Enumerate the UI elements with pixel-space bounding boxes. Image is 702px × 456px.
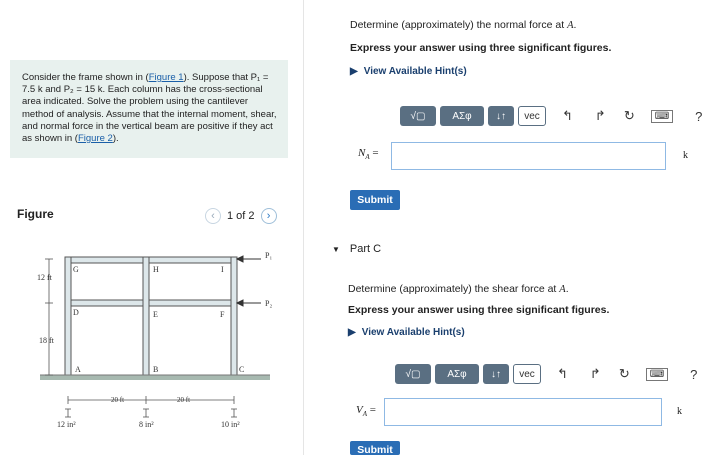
part-b-var-sub: A [365,153,370,162]
label-p1: P₁ [265,251,273,260]
help-button[interactable]: ? [690,366,698,382]
figure-pager [205,208,277,224]
part-c-header[interactable] [332,243,381,255]
part-b-answer-label: $N_A$ = [358,147,379,162]
part-b-submit-button[interactable]: Submit [350,190,400,210]
figure-label: Figure [17,207,54,221]
label-e: E [153,310,158,319]
figure2-link[interactable]: Figure 2 [77,133,113,145]
arrows-button[interactable]: ↓↑ [483,364,509,384]
caret-right-icon: ▶ [350,66,358,77]
dim-20ft-2: 20 ft [177,396,191,404]
part-b-question-text: Determine (approximately) the normal force at [350,19,568,31]
part-c-question-suffix: . [565,283,569,295]
shear-force-input[interactable] [384,398,662,426]
label-b: B [153,365,159,374]
undo-icon[interactable]: ↰ [557,366,568,381]
part-c-question [348,283,569,295]
part-c-var: V [356,404,363,416]
part-c-hint-label: View Available Hint(s) [361,327,465,338]
undo-icon[interactable]: ↰ [562,108,573,123]
part-b-hint-toggle[interactable] [350,66,467,77]
help-button[interactable]: ? [695,108,702,124]
problem-statement [10,60,288,158]
redo-icon[interactable]: ↱ [594,108,606,123]
label-p2: P₂ [265,299,273,308]
part-b-instruction: Express your answer using three significant figures. [350,42,612,54]
chevron-left-icon[interactable]: ‹ [205,208,221,224]
part-c-hint-toggle[interactable] [348,327,465,338]
greek-button[interactable]: ΑΣφ [435,364,479,384]
vec-button[interactable]: vec [518,106,546,126]
part-b-question-suffix: . [573,19,577,31]
sqrt-template-button[interactable]: √▢ [400,106,436,126]
reset-icon[interactable]: ↻ [618,366,630,381]
part-b-question-var: A [567,20,574,31]
panel-divider [303,0,304,455]
arrows-button[interactable]: ↓↑ [488,106,514,126]
part-b-question [350,19,576,31]
caret-down-icon: ▼ [332,244,340,254]
part-c-question-text: Determine (approximately) the shear force at [348,283,560,295]
label-d: D [73,308,79,317]
frame-figure [25,245,285,450]
part-c-title: Part C [349,243,382,255]
area-10in2: 10 in² [221,420,240,429]
area-8in2: 8 in² [139,420,154,429]
label-a: A [75,365,81,374]
problem-text: Consider the frame shown in ( [22,72,149,83]
keyboard-icon[interactable]: ⌨ [646,368,668,381]
dim-18ft: 18 ft [39,336,54,345]
part-c-math-toolbar [395,364,697,384]
label-g: G [73,265,79,274]
caret-right-icon: ▶ [348,327,356,338]
redo-icon[interactable]: ↱ [589,366,601,381]
problem-text-2: ). Suppose that P₁ = 7.5 k and P₂ = 15 k. Each column has the cross-sectional area indicated. Solve the problem using the cantilever method of analysis. Assume that the internal moment, shear, and normal force in the vertical beam are positive if they act as shown in ( [22,72,277,145]
part-c-instruction: Express your answer using three significant figures. [348,304,610,316]
vec-button[interactable]: vec [513,364,541,384]
part-c-var-sub: A [362,410,368,419]
problem-text-end: ). [112,133,119,145]
label-c: C [239,365,245,374]
label-f: F [220,310,225,319]
part-b-hint-label: View Available Hint(s) [363,66,467,77]
area-12in2: 12 in² [57,420,76,429]
keyboard-icon[interactable]: ⌨ [651,110,673,123]
part-c-submit-button[interactable]: Submit [350,441,400,455]
part-c-answer-label: $V_A$ = [356,404,376,419]
dim-12ft: 12 ft [37,273,52,282]
dim-20ft-1: 20 ft [111,396,125,404]
greek-button[interactable]: ΑΣφ [440,106,484,126]
part-b-var: N [358,147,366,159]
label-i: I [221,265,224,274]
figure1-link[interactable]: Figure 1 [148,72,184,83]
normal-force-input[interactable] [391,142,666,170]
part-b-unit: k [683,150,688,161]
sqrt-template-button[interactable]: √▢ [395,364,431,384]
pager-text: 1 of 2 [227,210,255,222]
chevron-right-icon[interactable]: › [261,208,277,224]
label-h: H [153,265,159,274]
reset-icon[interactable]: ↻ [623,108,635,123]
part-c-question-var: A [559,284,566,295]
part-c-unit: k [677,406,682,417]
part-b-math-toolbar [400,106,702,126]
